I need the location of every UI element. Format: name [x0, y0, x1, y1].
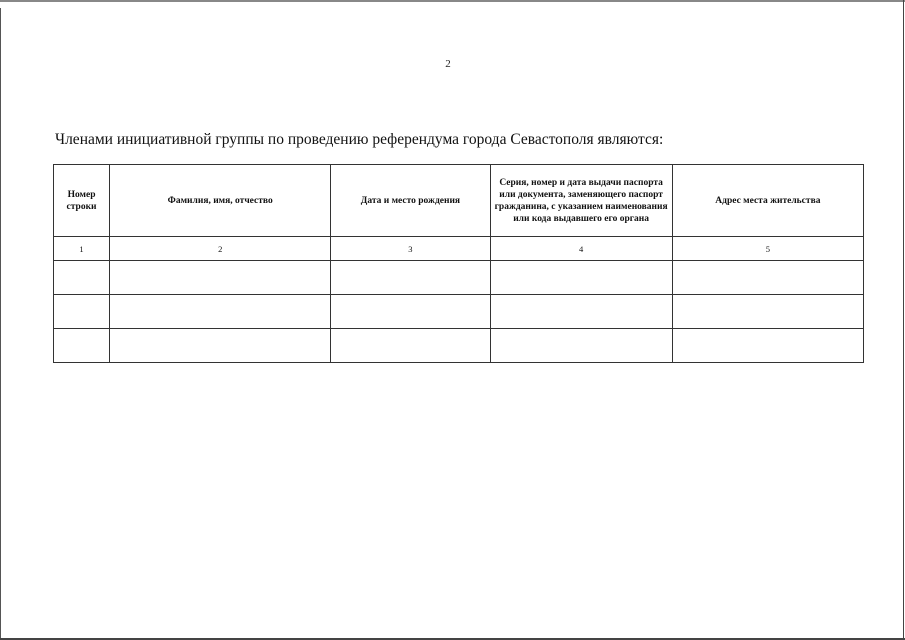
- cell-address: [672, 329, 863, 363]
- header-row-number: Номер строки: [54, 165, 110, 237]
- cell-row-number: [54, 261, 110, 295]
- table-row: [54, 261, 864, 295]
- page-number: 2: [445, 58, 451, 70]
- cell-passport: [490, 295, 672, 329]
- cell-birth: [331, 329, 490, 363]
- header-row: [54, 165, 864, 237]
- header-birth-date-place: Дата и место рождения: [331, 165, 490, 237]
- header-full-name: Фамилия, имя, отчество: [110, 165, 331, 237]
- page-edge-top: [0, 0, 905, 2]
- cell-full-name: [110, 261, 331, 295]
- intro-text: Членами инициативной группы по проведению референдума города Севастополя являются:: [55, 131, 664, 148]
- column-number: 2: [110, 237, 331, 261]
- cell-full-name: [110, 295, 331, 329]
- header-passport-details: Серия, номер и дата выдачи паспорта или документа, заменяющего паспорт гражданина, с указанием наименования или кода выдавшего его органа: [490, 165, 672, 237]
- header-address: Адрес места жительства: [672, 165, 863, 237]
- cell-row-number: [54, 295, 110, 329]
- members-table: [53, 164, 864, 363]
- cell-address: [672, 261, 863, 295]
- cell-row-number: [54, 329, 110, 363]
- page-edge-left: [0, 8, 1, 640]
- table-row: [54, 329, 864, 363]
- cell-full-name: [110, 329, 331, 363]
- cell-birth: [331, 261, 490, 295]
- column-number-row: [54, 237, 864, 261]
- cell-address: [672, 295, 863, 329]
- column-number: 5: [672, 237, 863, 261]
- table-row: [54, 295, 864, 329]
- cell-passport: [490, 329, 672, 363]
- column-number: 3: [331, 237, 490, 261]
- cell-birth: [331, 295, 490, 329]
- column-number: 1: [54, 237, 110, 261]
- cell-passport: [490, 261, 672, 295]
- column-number: 4: [490, 237, 672, 261]
- page-edge-right: [903, 0, 904, 640]
